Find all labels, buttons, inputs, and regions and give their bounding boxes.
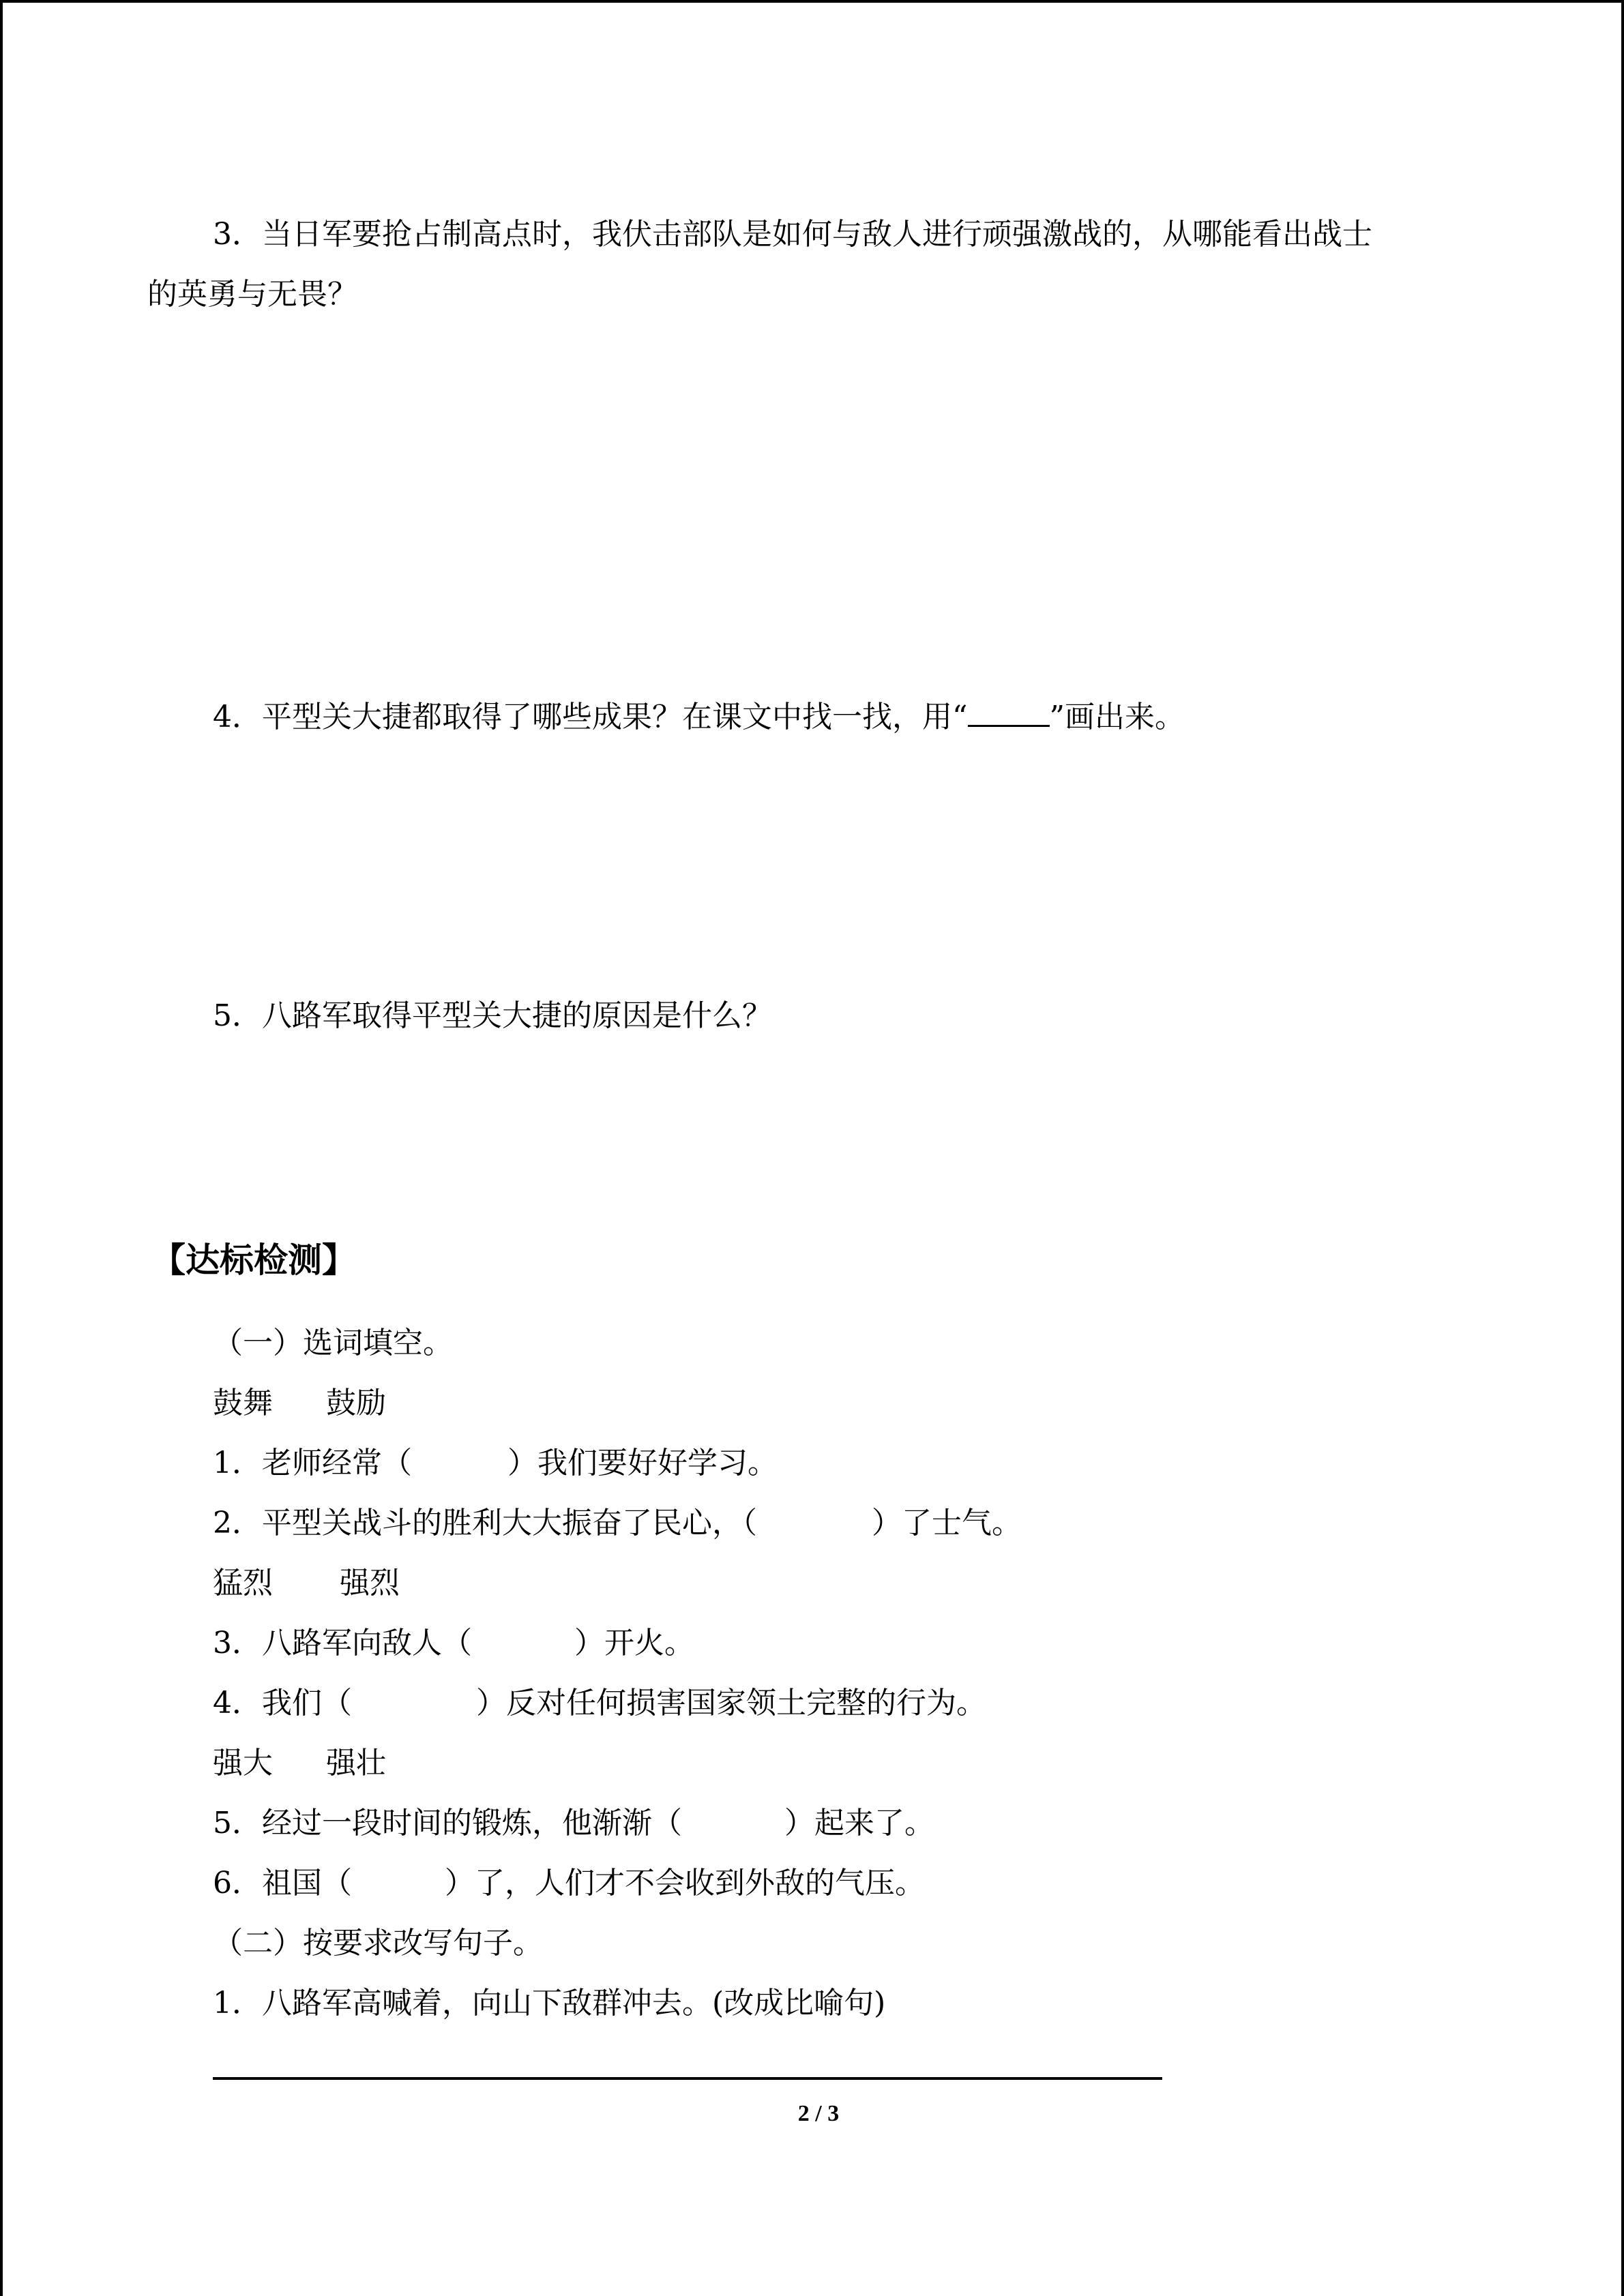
fill-item-text-before: 6．祖国（ [213,1866,352,1900]
fill-item-1 [213,1444,778,1482]
word-option: 强大 [213,1746,273,1780]
fill-item-text-after: ）我们要好好学习。 [507,1446,778,1480]
page-number: 2 / 3 [797,2101,840,2126]
question-4-text-after: ”画出来。 [1049,700,1185,734]
word-option: 猛烈 [213,1566,273,1600]
fill-item-5 [213,1804,934,1843]
fill-item-3 [213,1624,694,1663]
question-5: 5．八路军取得平型关大捷的原因是什么？ [213,998,772,1033]
question-4 [213,698,1185,736]
word-choice-group-2 [213,1564,400,1602]
word-option: 鼓舞 [213,1386,273,1420]
fill-item-text-after: ）起来了。 [784,1806,934,1840]
section-heading: 【达标检测】 [151,1240,356,1280]
word-choice-group-3 [213,1744,386,1783]
page-border-left [0,0,3,2296]
word-option: 强壮 [326,1746,386,1780]
fill-item-text-before: 1．老师经常（ [213,1446,412,1480]
word-option: 强烈 [340,1566,400,1600]
fill-item-4 [213,1684,986,1723]
fill-item-text-before: 4．我们（ [213,1686,352,1720]
answer-line [213,2077,1162,2080]
fill-item-text-after: ）了，人们才不会收到外敌的气压。 [445,1866,925,1900]
question-3-line-1: 3．当日军要抢占制高点时，我伏击部队是如何与敌人进行顽强激战的，从哪能看出战士 [213,217,1372,252]
fill-item-text-before: 2．平型关战斗的胜利大大振奋了民心，（ [213,1506,757,1540]
rewrite-item-1: 1．八路军高喊着，向山下敌群冲去。(改成比喻句) [213,1986,886,2021]
part-1-title: （一）选词填空。 [213,1326,453,1360]
question-4-text-before: 4．平型关大捷都取得了哪些成果？在课文中找一找，用“ [213,700,968,734]
fill-item-text-after: ）了士气。 [872,1506,1022,1540]
part-2-title: （二）按要求改写句子。 [213,1926,543,1960]
word-choice-group-1 [213,1384,386,1422]
word-option: 鼓励 [326,1386,386,1420]
question-3-line-2: 的英勇与无畏？ [147,277,357,312]
fill-item-text-after: ）开火。 [574,1626,694,1660]
fill-item-2 [213,1504,1022,1542]
fill-item-6 [213,1864,925,1903]
page-border-right [1621,0,1624,2296]
underline-sample [968,699,1050,727]
fill-item-text-before: 5．经过一段时间的锻炼，他渐渐（ [213,1806,682,1840]
fill-item-text-before: 3．八路军向敌人（ [213,1626,472,1660]
fill-item-text-after: ）反对任何损害国家领土完整的行为。 [476,1686,986,1720]
page-border-top [0,0,1624,3]
